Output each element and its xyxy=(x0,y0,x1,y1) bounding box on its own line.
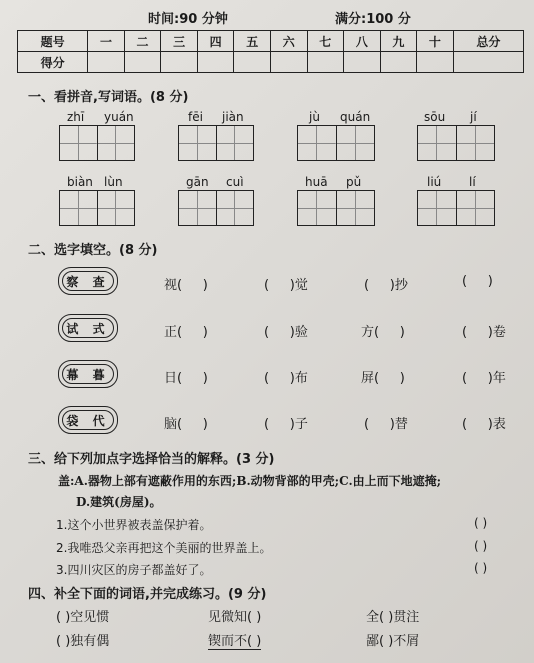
blank-suffix: ) xyxy=(202,371,208,386)
blank-suffix: ) xyxy=(202,417,208,432)
blank-prefix: 视( xyxy=(164,278,183,293)
table-cell: 十 xyxy=(417,31,454,52)
blank-prefix: 正( xyxy=(164,325,183,340)
score-cell[interactable] xyxy=(380,52,417,73)
blank-prefix: ( xyxy=(264,371,270,386)
table-cell: 八 xyxy=(344,31,381,52)
table-cell: 五 xyxy=(234,31,271,52)
table-cell: 总分 xyxy=(453,31,523,52)
blank-item xyxy=(164,413,208,432)
blank-suffix: )布 xyxy=(289,371,308,386)
pinyin: lí xyxy=(469,175,476,189)
pinyin: pǔ xyxy=(346,175,362,189)
score-cell[interactable] xyxy=(234,52,271,73)
table-cell: 一 xyxy=(88,31,125,52)
blank-prefix: ( xyxy=(462,417,468,432)
score-cell[interactable] xyxy=(307,52,344,73)
blank-suffix: )觉 xyxy=(289,278,308,293)
writing-grid[interactable] xyxy=(178,190,254,226)
pinyin: sōu xyxy=(424,110,446,124)
blank-prefix: 日( xyxy=(164,371,183,386)
blank-item xyxy=(264,274,308,293)
option-box xyxy=(58,314,118,342)
blank-suffix: ) xyxy=(399,325,405,340)
writing-grid[interactable] xyxy=(178,125,254,161)
table-cell: 题号 xyxy=(18,31,88,52)
blank-suffix: ) xyxy=(399,371,405,386)
blank-prefix: ( xyxy=(364,278,370,293)
blank-prefix: 脑( xyxy=(164,417,183,432)
blank-prefix: ( xyxy=(462,325,468,340)
pinyin: fēi xyxy=(188,110,203,124)
table-cell: 二 xyxy=(124,31,161,52)
score-table-header-row xyxy=(18,31,524,52)
blank-prefix: ( xyxy=(462,371,468,386)
blank-item xyxy=(462,413,506,432)
blank-prefix: ( xyxy=(264,325,270,340)
score-cell[interactable] xyxy=(453,52,523,73)
option-box xyxy=(58,406,118,434)
option-box xyxy=(58,360,118,388)
option-box xyxy=(58,267,118,295)
blank-item xyxy=(462,274,493,289)
blank-prefix: ( xyxy=(462,274,468,289)
table-cell: 三 xyxy=(161,31,198,52)
score-cell[interactable] xyxy=(124,52,161,73)
table-cell: 七 xyxy=(307,31,344,52)
pinyin: cuì xyxy=(226,175,244,189)
blank-item xyxy=(361,367,405,386)
blank-prefix: 方( xyxy=(361,325,380,340)
blank-suffix: ) xyxy=(487,274,493,289)
score-table-score-row xyxy=(18,52,524,73)
blank-item xyxy=(264,321,308,340)
pinyin: liú xyxy=(427,175,442,189)
idiom-item[interactable]: ( )独有偶 xyxy=(56,634,110,649)
blank-item xyxy=(361,321,405,340)
time-label: 时间:90 分钟 xyxy=(148,12,228,27)
idiom-item[interactable]: ( )空见惯 xyxy=(56,610,110,625)
pinyin: huā xyxy=(305,175,328,189)
blank-item xyxy=(164,274,208,293)
idiom-item[interactable]: 见微知( ) xyxy=(208,610,262,625)
blank-item xyxy=(364,274,408,293)
option-text: 幕 暮 xyxy=(66,367,110,382)
option-text: 袋 代 xyxy=(66,413,110,428)
pinyin: zhī xyxy=(67,110,85,124)
table-cell: 四 xyxy=(197,31,234,52)
pinyin: jù xyxy=(309,110,320,124)
blank-suffix: )验 xyxy=(289,325,308,340)
blank-suffix: )表 xyxy=(487,417,506,432)
question: 2.我唯恐父亲再把这个美丽的世界盖上。 xyxy=(56,541,272,555)
score-cell[interactable] xyxy=(270,52,307,73)
writing-grid[interactable] xyxy=(417,190,495,226)
definition-line: 盖:A.器物上部有遮蔽作用的东西;B.动物背部的甲壳;C.由上而下地遮掩; xyxy=(58,474,442,488)
blank-item xyxy=(462,367,506,386)
writing-grid[interactable] xyxy=(59,190,135,226)
option-text: 试 式 xyxy=(66,321,110,336)
answer-blank[interactable]: ( ) xyxy=(474,516,488,530)
pinyin: lùn xyxy=(104,175,123,189)
blank-prefix: 屏( xyxy=(361,371,380,386)
pinyin: yuán xyxy=(104,110,134,124)
blank-suffix: )年 xyxy=(487,371,506,386)
score-cell[interactable] xyxy=(88,52,125,73)
blank-suffix: )卷 xyxy=(487,325,506,340)
pinyin: biàn xyxy=(67,175,93,189)
answer-blank[interactable]: ( ) xyxy=(474,561,488,575)
section-3-title: 三、给下列加点字选择恰当的解释。(3 分) xyxy=(28,452,275,467)
score-cell[interactable] xyxy=(344,52,381,73)
idiom-item[interactable]: 全( )贯注 xyxy=(366,610,420,625)
section-2-title: 二、选字填空。(8 分) xyxy=(28,243,158,258)
score-table xyxy=(17,30,524,73)
table-cell: 得分 xyxy=(18,52,88,73)
blank-item xyxy=(264,413,308,432)
definition-line: D.建筑(房屋)。 xyxy=(76,495,162,509)
section-4-title: 四、补全下面的词语,并完成练习。(9 分) xyxy=(28,587,267,602)
blank-item xyxy=(264,367,308,386)
blank-suffix: )子 xyxy=(289,417,308,432)
table-cell: 六 xyxy=(270,31,307,52)
blank-prefix: ( xyxy=(364,417,370,432)
section-1-title: 一、看拼音,写词语。(8 分) xyxy=(28,90,189,105)
pinyin: gān xyxy=(186,175,209,189)
idiom-item[interactable]: 鄙( )不屑 xyxy=(366,634,420,649)
writing-grid[interactable] xyxy=(297,190,375,226)
idiom-item[interactable]: 锲而不( ) xyxy=(208,630,261,650)
writing-grid[interactable] xyxy=(297,125,375,161)
blank-suffix: )抄 xyxy=(389,278,408,293)
writing-grid[interactable] xyxy=(59,125,135,161)
question: 1.这个小世界被表盖保护着。 xyxy=(56,518,212,532)
pinyin: jiàn xyxy=(222,110,244,124)
score-label: 满分:100 分 xyxy=(335,12,411,27)
blank-item xyxy=(164,367,208,386)
blank-prefix: ( xyxy=(264,417,270,432)
blank-item xyxy=(462,321,506,340)
table-cell: 九 xyxy=(380,31,417,52)
score-cell[interactable] xyxy=(417,52,454,73)
blank-suffix: ) xyxy=(202,325,208,340)
blank-item xyxy=(364,413,408,432)
pinyin: jí xyxy=(470,110,477,124)
blank-prefix: ( xyxy=(264,278,270,293)
score-cell[interactable] xyxy=(197,52,234,73)
option-text: 察 查 xyxy=(66,274,110,289)
blank-suffix: ) xyxy=(202,278,208,293)
score-cell[interactable] xyxy=(161,52,198,73)
blank-item xyxy=(164,321,208,340)
pinyin: quán xyxy=(340,110,371,124)
answer-blank[interactable]: ( ) xyxy=(474,539,488,553)
blank-suffix: )替 xyxy=(389,417,408,432)
question: 3.四川灾区的房子都盖好了。 xyxy=(56,563,212,577)
writing-grid[interactable] xyxy=(417,125,495,161)
